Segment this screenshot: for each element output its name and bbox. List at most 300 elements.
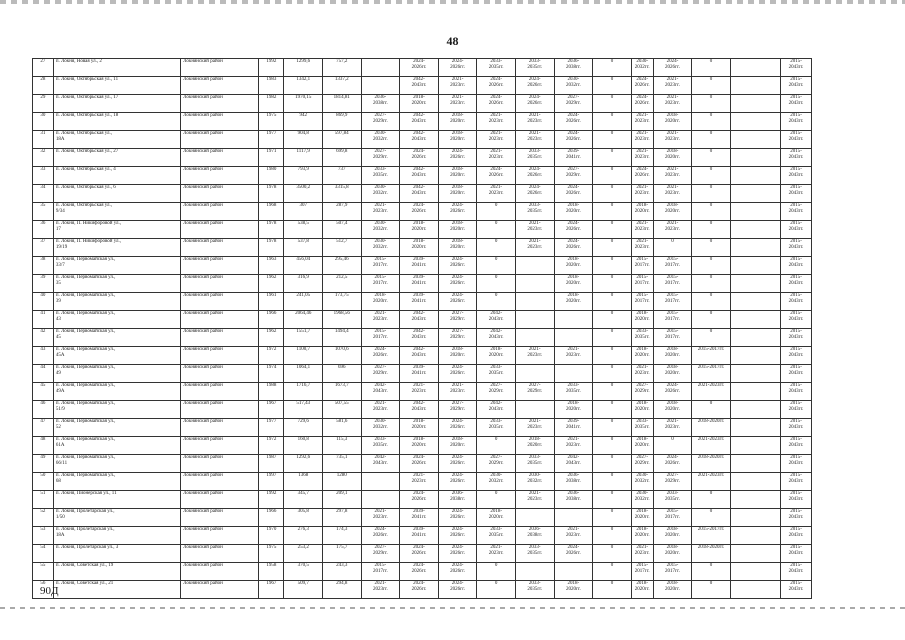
period-cell: 2021- 2023гг.	[361, 581, 400, 599]
period-cell: 2030- 2032гг.	[361, 221, 400, 239]
address-cell: п. Локня, Первомайская ул., 45А	[53, 347, 180, 365]
period-cell: 0	[692, 77, 731, 95]
area-living-cell: 297,8	[322, 509, 361, 527]
period-cell: 2018- 2020гг.	[631, 437, 653, 455]
table-row	[33, 275, 854, 293]
period-cell: 0	[593, 329, 632, 347]
table-row	[33, 59, 854, 77]
period-cell: 2024- 2026гг.	[653, 455, 692, 473]
area-living-cell: 287,9	[322, 203, 361, 221]
period-cell: 2033- 2035гг.	[477, 365, 516, 383]
district-cell: Локнянский район	[181, 455, 259, 473]
table-row	[33, 131, 854, 149]
period-cell: 2018- 2020гг.	[653, 527, 692, 545]
area-total-cell: 904,8	[284, 131, 323, 149]
period-cell: 2024- 2026гг.	[438, 581, 477, 599]
row-number-cell: 48	[33, 437, 54, 455]
period-cell: 0	[593, 473, 632, 491]
address-cell: п. Локня, Первомайская ул., 66/11	[53, 455, 180, 473]
table-row	[33, 239, 854, 257]
period-cell	[361, 59, 400, 77]
period-cell: 0	[692, 185, 731, 203]
district-cell: Локнянский район	[181, 509, 259, 527]
area-total-cell: 1551,7	[284, 329, 323, 347]
period-cell: 2024- 2026гг.	[400, 545, 439, 563]
period-cell: 0	[593, 221, 632, 239]
period-cell: 2024- 2026гг.	[438, 365, 477, 383]
district-cell: Локнянский район	[181, 401, 259, 419]
period-cell: 2018- 2020гг.	[653, 347, 692, 365]
address-cell: п. Локня, Советская ул., 19	[53, 563, 180, 581]
area-living-cell: 1494,4	[322, 329, 361, 347]
address-cell: п. Локня, Пионерская ул., 11	[53, 491, 180, 509]
period-cell	[730, 221, 780, 239]
period-cell: 0	[477, 221, 516, 239]
area-total-cell: 1368	[284, 473, 323, 491]
period-cell: 2015- 2043гг.	[780, 311, 811, 329]
period-cell: 2042- 2043гг.	[400, 77, 439, 95]
period-cell: 0	[477, 491, 516, 509]
period-cell	[515, 275, 554, 293]
year-cell: 1972	[259, 347, 284, 365]
address-cell: п. Локня, Октябрьская ул., 17	[53, 95, 180, 113]
period-cell	[730, 113, 780, 131]
period-cell: 0	[593, 131, 632, 149]
area-living-cell: 581,6	[322, 419, 361, 437]
period-cell	[730, 275, 780, 293]
period-cell: 2027- 2029гг.	[515, 383, 554, 401]
period-cell: 0	[692, 491, 731, 509]
area-living-cell: 699,8	[322, 149, 361, 167]
row-number-cell: 41	[33, 311, 54, 329]
period-cell: 2018- 2020гг.	[438, 185, 477, 203]
period-cell: 2024- 2026гг.	[400, 149, 439, 167]
district-cell: Локнянский район	[181, 581, 259, 599]
row-number-cell: 36	[33, 221, 54, 239]
area-living-cell: 757,2	[322, 59, 361, 77]
period-cell: 2015- 2017гг.	[361, 563, 400, 581]
period-cell: 0	[692, 113, 731, 131]
period-cell: 2018- 2020гг.	[653, 581, 692, 599]
table-row	[33, 509, 854, 527]
period-cell: 2027- 2029гг.	[361, 149, 400, 167]
period-cell: 0	[593, 59, 632, 77]
year-cell: 1968	[259, 203, 284, 221]
period-cell: 0	[477, 437, 516, 455]
period-cell: 2015- 2043гг.	[780, 383, 811, 401]
period-cell: 2018-2020гг.	[692, 545, 731, 563]
district-cell: Локнянский район	[181, 167, 259, 185]
period-cell: 2033- 2035гг.	[653, 491, 692, 509]
period-cell: 2015- 2043гг.	[780, 77, 811, 95]
area-total-cell: 316,9	[284, 275, 323, 293]
period-cell: 2015- 2017гг.	[653, 257, 692, 275]
period-cell: 0	[593, 419, 632, 437]
period-cell	[730, 509, 780, 527]
period-cell: 0	[477, 563, 516, 581]
year-cell: 1978	[259, 239, 284, 257]
period-cell: 2015- 2043гг.	[780, 167, 811, 185]
period-cell: 2024- 2026гг.	[400, 59, 439, 77]
period-cell	[730, 185, 780, 203]
period-cell: 0	[593, 563, 632, 581]
period-cell: 2015- 2017гг.	[653, 563, 692, 581]
period-cell	[554, 329, 593, 347]
period-cell	[730, 131, 780, 149]
period-cell: 2015- 2017гг.	[631, 275, 653, 293]
period-cell	[730, 437, 780, 455]
district-cell: Локнянский район	[181, 437, 259, 455]
row-number-cell: 32	[33, 149, 54, 167]
area-living-cell: 737	[322, 167, 361, 185]
period-cell	[730, 473, 780, 491]
period-cell: 2018- 2020гг.	[400, 221, 439, 239]
period-cell	[515, 509, 554, 527]
period-cell: 2036- 2038гг.	[554, 59, 593, 77]
period-cell: 2021- 2023гг.	[515, 221, 554, 239]
year-cell: 1966	[259, 311, 284, 329]
period-cell: 0	[593, 509, 632, 527]
period-cell: 2024- 2026гг.	[361, 347, 400, 365]
row-number-cell: 40	[33, 293, 54, 311]
period-cell: 0	[593, 401, 632, 419]
period-cell: 2018- 2020гг.	[554, 257, 593, 275]
period-cell: 2021- 2023гг.	[653, 167, 692, 185]
period-cell: 2018- 2020гг.	[438, 131, 477, 149]
year-cell: 1967	[259, 401, 284, 419]
period-cell: 2015- 2043гг.	[780, 149, 811, 167]
district-cell: Локнянский район	[181, 311, 259, 329]
housing-register-table	[32, 58, 854, 599]
period-cell: 2018- 2020гг.	[631, 203, 653, 221]
period-cell: 0	[692, 59, 731, 77]
area-living-cell: 1673,7	[322, 383, 361, 401]
period-cell: 2033- 2035гг.	[361, 167, 400, 185]
area-living-cell: 175,7	[322, 545, 361, 563]
period-cell: 0	[593, 383, 632, 401]
area-living-cell: 735,1	[322, 455, 361, 473]
period-cell: 2030- 2032гг.	[361, 185, 400, 203]
district-cell: Локнянский район	[181, 545, 259, 563]
district-cell: Локнянский район	[181, 59, 259, 77]
period-cell: 2021- 2023гг.	[515, 419, 554, 437]
table-row	[33, 221, 854, 239]
period-cell: 2024- 2026гг.	[438, 149, 477, 167]
period-cell: 2042- 2043гг.	[400, 185, 439, 203]
period-cell	[554, 563, 593, 581]
period-cell: 2039- 2041гг.	[400, 293, 439, 311]
period-cell: 2024- 2026гг.	[400, 491, 439, 509]
area-living-cell: 512,7	[322, 239, 361, 257]
period-cell: 2021- 2023гг.	[515, 131, 554, 149]
address-cell: п. Локня, Октябрьская ул., 18	[53, 113, 180, 131]
address-cell: п. Локня, Первомайская ул., 49	[53, 365, 180, 383]
period-cell: 2033- 2035гг.	[631, 419, 653, 437]
period-cell: 2015- 2043гг.	[780, 491, 811, 509]
district-cell: Локнянский район	[181, 347, 259, 365]
period-cell: 2024- 2026гг.	[554, 545, 593, 563]
period-cell: 2024- 2026гг.	[400, 455, 439, 473]
table-row	[33, 167, 854, 185]
period-cell	[361, 491, 400, 509]
period-cell: 0	[477, 581, 516, 599]
table-row	[33, 545, 854, 563]
table-row	[33, 347, 854, 365]
row-number-cell: 56	[33, 581, 54, 599]
period-cell: 2042- 2043гг.	[400, 131, 439, 149]
district-cell: Локнянский район	[181, 239, 259, 257]
period-cell: 0	[692, 275, 731, 293]
period-cell: 2015- 2043гг.	[780, 329, 811, 347]
period-cell: 2033- 2035гг.	[477, 59, 516, 77]
period-cell: 2021- 2023гг.	[653, 419, 692, 437]
period-cell: 0	[477, 203, 516, 221]
year-cell: 1962	[259, 329, 284, 347]
year-cell: 1970	[259, 527, 284, 545]
address-cell: п. Локня, Первомайская ул., 68	[53, 473, 180, 491]
address-cell: п. Локня, Первомайская ул., 43	[53, 311, 180, 329]
period-cell: 2018- 2020гг.	[438, 347, 477, 365]
period-cell: 2015- 2017гг.	[653, 275, 692, 293]
period-cell: 2036- 2038гг.	[554, 491, 593, 509]
period-cell: 2015- 2043гг.	[780, 581, 811, 599]
area-total-cell: 1100,7	[284, 347, 323, 365]
address-cell: п. Локня, Пролетарская ул., 3	[53, 545, 180, 563]
period-cell	[554, 365, 593, 383]
period-cell: 2033- 2035гг.	[515, 59, 554, 77]
table-row	[33, 113, 854, 131]
period-cell: 2024- 2026гг.	[438, 545, 477, 563]
period-cell: 0	[477, 275, 516, 293]
period-cell: 2015- 2043гг.	[780, 59, 811, 77]
period-cell: 0	[593, 149, 632, 167]
year-cell: 1978	[259, 185, 284, 203]
area-total-cell: 509,7	[284, 581, 323, 599]
table-row	[33, 311, 854, 329]
table-row	[33, 563, 854, 581]
period-cell: 2015- 2043гг.	[780, 455, 811, 473]
period-cell: 2030- 2032гг.	[554, 77, 593, 95]
row-number-cell: 34	[33, 185, 54, 203]
row-number-cell: 33	[33, 167, 54, 185]
period-cell: 2024- 2026гг.	[438, 257, 477, 275]
year-cell: 1988	[259, 383, 284, 401]
period-cell: 2018-2020гг.	[692, 455, 731, 473]
row-number-cell: 27	[33, 59, 54, 77]
period-cell: 2018- 2020гг.	[400, 437, 439, 455]
period-cell: 0	[593, 527, 632, 545]
period-cell: 2033- 2035гг.	[515, 545, 554, 563]
period-cell: 2024- 2026гг.	[438, 473, 477, 491]
row-number-cell: 51	[33, 491, 54, 509]
period-cell: 2015- 2017гг.	[631, 563, 653, 581]
period-cell: 2033- 2035гг.	[477, 419, 516, 437]
address-cell: п. Локня, Первомайская ул., 45	[53, 329, 180, 347]
period-cell: 2021- 2023гг.	[477, 185, 516, 203]
period-cell: 2024- 2026гг.	[400, 581, 439, 599]
area-total-cell: 2064,46	[284, 311, 323, 329]
district-cell: Локнянский район	[181, 383, 259, 401]
area-total-cell: 537,8	[284, 239, 323, 257]
period-cell: 2039- 2041гг.	[554, 419, 593, 437]
period-cell: 2021-2023гг.	[692, 383, 731, 401]
address-cell: п. Локня, Первомайская ул., 61А	[53, 437, 180, 455]
table-row	[33, 293, 854, 311]
area-living-cell: 507,4	[322, 221, 361, 239]
row-number-cell: 43	[33, 347, 54, 365]
period-cell: 2030- 2032гг.	[631, 473, 653, 491]
period-cell: 2018- 2020гг.	[653, 401, 692, 419]
period-cell	[515, 311, 554, 329]
table-row	[33, 365, 854, 383]
period-cell: 2015- 2043гг.	[780, 527, 811, 545]
district-cell: Локнянский район	[181, 77, 259, 95]
period-cell: 0	[692, 311, 731, 329]
address-cell: п. Локня, Октябрьская ул., 4	[53, 167, 180, 185]
period-cell: 2021- 2023гг.	[631, 113, 653, 131]
table-row	[33, 437, 854, 455]
period-cell: 2024- 2026гг.	[438, 59, 477, 77]
period-cell: 2036- 2038гг.	[554, 473, 593, 491]
row-number-cell: 55	[33, 563, 54, 581]
row-number-cell: 54	[33, 545, 54, 563]
period-cell	[730, 401, 780, 419]
period-cell: 2039- 2041гг.	[400, 365, 439, 383]
row-number-cell: 45	[33, 383, 54, 401]
period-cell: 2018- 2020гг.	[554, 581, 593, 599]
period-cell: 2042- 2043гг.	[400, 329, 439, 347]
area-living-cell: 3315,8	[322, 185, 361, 203]
year-cell: 1961	[259, 293, 284, 311]
period-cell: 2042- 2043гг.	[554, 455, 593, 473]
area-living-cell: 212,5	[322, 275, 361, 293]
period-cell: 2024- 2026гг.	[554, 221, 593, 239]
period-cell: 2042- 2043гг.	[400, 401, 439, 419]
year-cell: 1997	[259, 473, 284, 491]
period-cell: 2021- 2023гг.	[438, 95, 477, 113]
table-row	[33, 77, 854, 95]
area-living-cell: 1070,6	[322, 347, 361, 365]
period-cell: 2039- 2041гг.	[400, 275, 439, 293]
period-cell: 2015- 2017гг.	[361, 257, 400, 275]
area-total-cell: 160,8	[284, 437, 323, 455]
period-cell: 2015- 2043гг.	[780, 419, 811, 437]
year-cell: 1972	[259, 437, 284, 455]
period-cell: 2024- 2026гг.	[438, 275, 477, 293]
period-cell	[730, 563, 780, 581]
period-cell: 0	[653, 239, 692, 257]
period-cell	[730, 455, 780, 473]
area-total-cell: 942	[284, 113, 323, 131]
period-cell: 0	[593, 257, 632, 275]
period-cell: 2027- 2029гг.	[653, 473, 692, 491]
period-cell: 2024- 2026гг.	[438, 455, 477, 473]
area-living-cell: 174,3	[322, 527, 361, 545]
period-cell: 2021- 2023гг.	[554, 437, 593, 455]
period-cell: 2027- 2029гг.	[554, 167, 593, 185]
area-total-cell: 345,7	[284, 491, 323, 509]
district-cell: Локнянский район	[181, 221, 259, 239]
period-cell: 2024- 2026гг.	[554, 131, 593, 149]
period-cell: 2015- 2017гг.	[361, 329, 400, 347]
address-cell: п. Локня, Первомайская ул., 49А	[53, 383, 180, 401]
year-cell: 1971	[259, 149, 284, 167]
period-cell: 0	[692, 95, 731, 113]
year-cell: 1975	[259, 545, 284, 563]
period-cell: 2015- 2043гг.	[780, 347, 811, 365]
period-cell: 0	[593, 185, 632, 203]
period-cell	[730, 419, 780, 437]
period-cell: 2033- 2035гг.	[515, 455, 554, 473]
period-cell: 0	[692, 257, 731, 275]
period-cell: 2021- 2023гг.	[515, 113, 554, 131]
period-cell: 2030- 2032гг.	[515, 473, 554, 491]
period-cell: 2033- 2035гг.	[515, 203, 554, 221]
period-cell: 0	[593, 95, 632, 113]
period-cell: 2024- 2026гг.	[653, 383, 692, 401]
table-row	[33, 257, 854, 275]
table-row	[33, 581, 854, 599]
period-cell: 2018- 2020гг.	[554, 275, 593, 293]
table-row	[33, 185, 854, 203]
period-cell	[730, 95, 780, 113]
area-living-cell: 115,3	[322, 437, 361, 455]
period-cell: 2015- 2043гг.	[780, 113, 811, 131]
district-cell: Локнянский район	[181, 95, 259, 113]
period-cell: 2021- 2023гг.	[438, 383, 477, 401]
period-cell: 2030- 2032гг.	[631, 59, 653, 77]
area-total-cell: 253,2	[284, 545, 323, 563]
period-cell: 2024- 2026гг.	[515, 77, 554, 95]
period-cell: 2027- 2029гг.	[631, 383, 653, 401]
period-cell: 2015- 2017гг.	[631, 293, 653, 311]
year-cell: 1958	[259, 563, 284, 581]
period-cell: 0	[692, 401, 731, 419]
period-cell: 0	[653, 437, 692, 455]
period-cell: 2024- 2026гг.	[554, 113, 593, 131]
area-total-cell: 241,05	[284, 293, 323, 311]
address-cell: п. Локня, Октябрьская ул., 18А	[53, 131, 180, 149]
period-cell: 2024- 2026гг.	[554, 239, 593, 257]
period-cell: 2024- 2026гг.	[400, 203, 439, 221]
period-cell: 2021- 2023гг.	[631, 185, 653, 203]
period-cell: 2024- 2026гг.	[653, 59, 692, 77]
row-number-cell: 31	[33, 131, 54, 149]
area-living-cell: 1337,2	[322, 77, 361, 95]
period-cell: 2015- 2043гг.	[780, 473, 811, 491]
period-cell: 0	[593, 275, 632, 293]
period-cell: 0	[692, 509, 731, 527]
period-cell: 2018- 2020гг.	[653, 113, 692, 131]
year-cell: 1962	[259, 275, 284, 293]
area-total-cell: 3500,2	[284, 185, 323, 203]
period-cell: 2018- 2020гг.	[631, 527, 653, 545]
year-cell: 1967	[259, 581, 284, 599]
period-cell: 2018- 2020гг.	[653, 149, 692, 167]
period-cell	[730, 311, 780, 329]
period-cell: 2015- 2043гг.	[780, 293, 811, 311]
period-cell: 2024- 2026гг.	[477, 167, 516, 185]
year-cell: 1982	[259, 95, 284, 113]
period-cell: 2018- 2020гг.	[653, 365, 692, 383]
area-total-cell: 1117,9	[284, 149, 323, 167]
period-cell: 2015- 2043гг.	[780, 275, 811, 293]
period-cell: 2018- 2020гг.	[361, 293, 400, 311]
year-cell: 1980	[259, 167, 284, 185]
period-cell: 2027- 2029гг.	[631, 455, 653, 473]
period-cell: 2024- 2026гг.	[438, 203, 477, 221]
period-cell: 2021- 2023гг.	[361, 401, 400, 419]
